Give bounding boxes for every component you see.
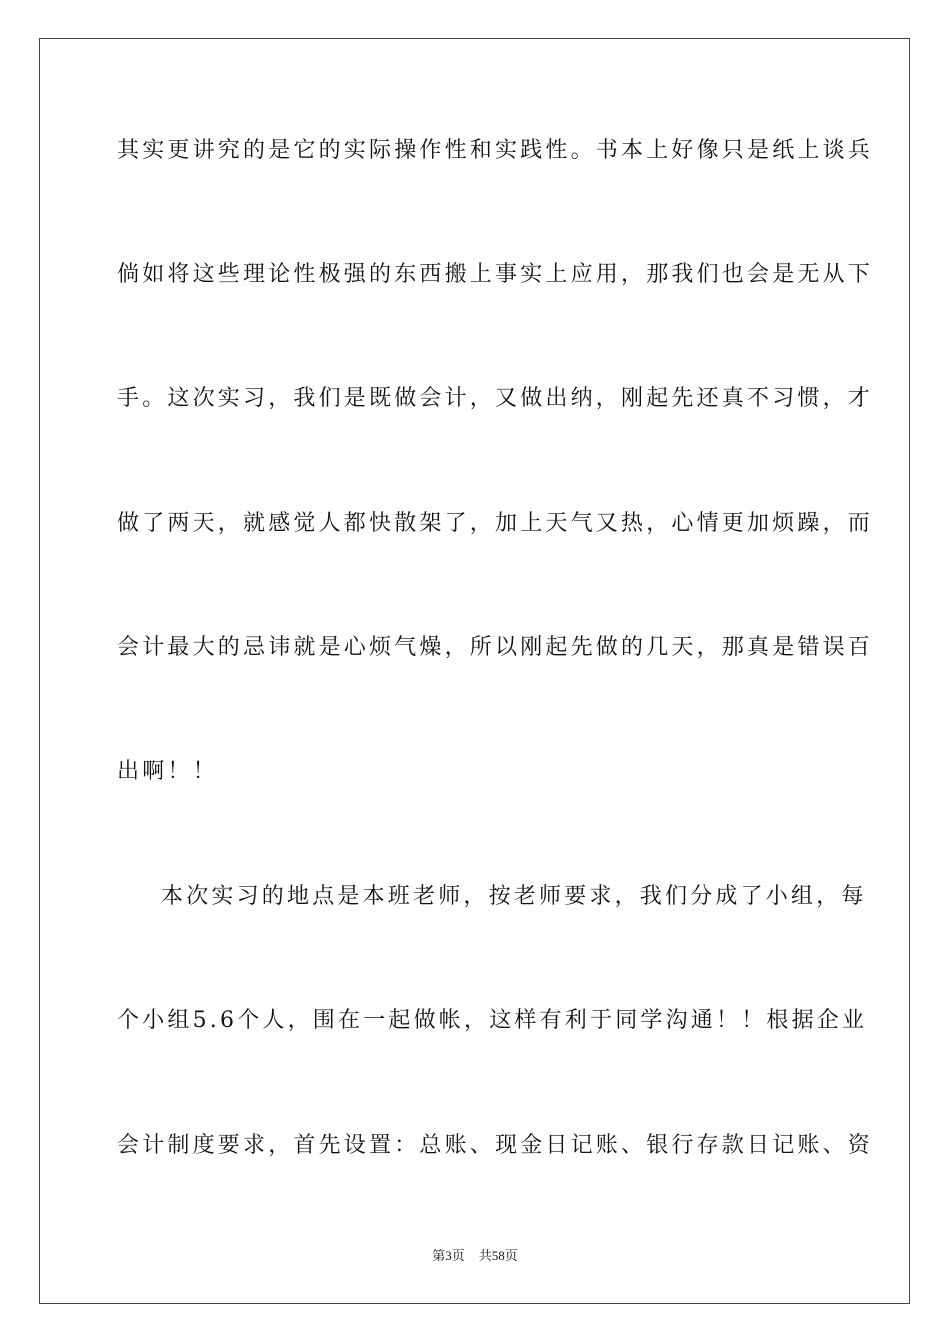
body-text-line-2: 倘如将这些理论性极强的东西搬上事实上应用，那我们也会是无从下: [117, 262, 874, 287]
paragraph-2-line-2: 个小组5.6个人，围在一起做帐，这样有利于同学沟通！！根据企业: [117, 1008, 868, 1033]
body-text-line-3: 手。这次实习，我们是既做会计，又做出纳，刚起先还真不习惯，才: [117, 386, 874, 411]
paragraph-2-line-3: 会计制度要求，首先设置：总账、现金日记账、银行存款日记账、资: [117, 1133, 874, 1158]
paragraph-2-line-1: 本次实习的地点是本班老师，按老师要求，我们分成了小组，每: [161, 884, 867, 909]
page-border: [39, 38, 910, 1304]
body-text-line-5: 会计最大的忌讳就是心烦气燥，所以刚起先做的几天，那真是错误百: [117, 635, 874, 660]
page-footer: [0, 1248, 950, 1264]
body-text-line-1: 其实更讲究的是它的实际操作性和实践性。书本上好像只是纸上谈兵: [117, 138, 874, 163]
body-text-line-6: 出啊！！: [117, 759, 218, 784]
page-number-total: 共58页: [478, 1248, 518, 1263]
body-text-line-4: 做了两天，就感觉人都快散架了，加上天气又热，心情更加烦躁，而: [117, 511, 874, 536]
page-number-current: 第3页: [432, 1248, 465, 1263]
